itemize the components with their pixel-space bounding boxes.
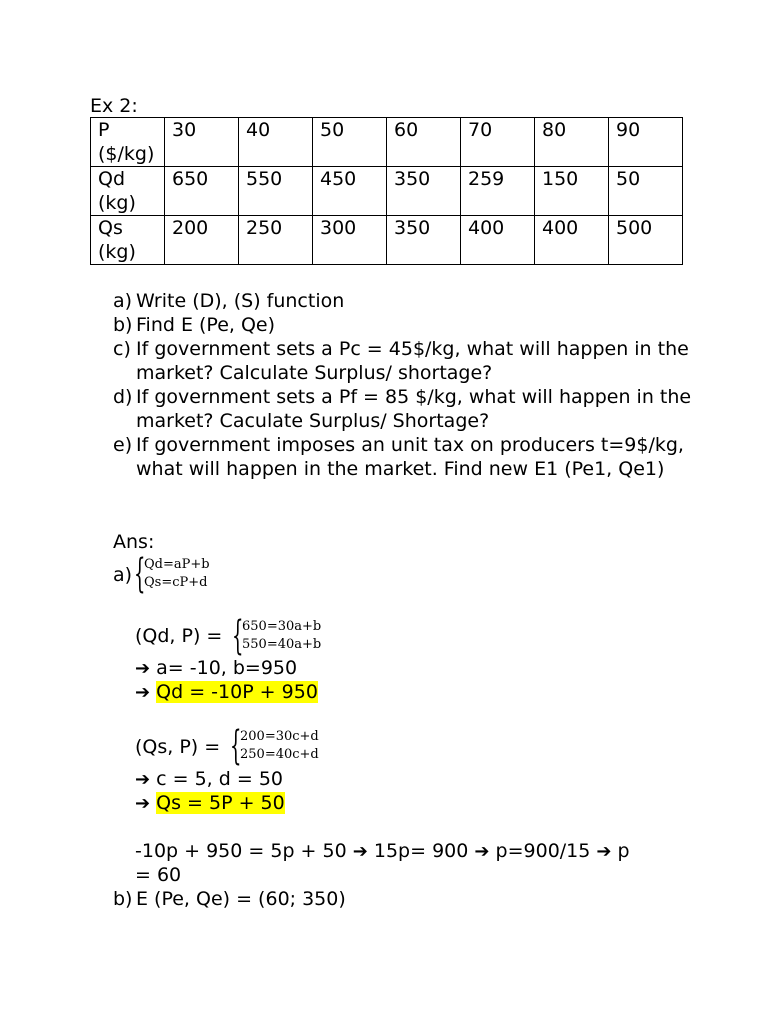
left-brace-icon: { bbox=[232, 613, 244, 659]
table-cell: 500 bbox=[609, 216, 683, 265]
equilibrium-step: -10p + 950 = 5p + 50 bbox=[135, 840, 347, 862]
general-system bbox=[134, 551, 210, 597]
question-letter: a) bbox=[113, 290, 133, 312]
question-text: If government sets a Pf = 85 $/kg, what will happen in the market? Caculate Surplus/ Shortage? bbox=[136, 386, 692, 432]
table-row bbox=[91, 216, 683, 265]
row-header-cell: Qd (kg) bbox=[91, 167, 165, 216]
table-cell: 400 bbox=[461, 216, 535, 265]
question-c bbox=[113, 337, 693, 385]
table-cell: 259 bbox=[461, 167, 535, 216]
table-cell: 150 bbox=[535, 167, 609, 216]
table-row bbox=[91, 167, 683, 216]
system-equation: 650=30a+b bbox=[242, 619, 322, 634]
qd-function-line bbox=[135, 680, 318, 705]
exercise-title: Ex 2: bbox=[90, 95, 138, 117]
equilibrium-step: p bbox=[617, 840, 630, 862]
question-a bbox=[113, 289, 693, 313]
qd-system bbox=[232, 613, 322, 659]
row-header-cell: Qs (kg) bbox=[91, 216, 165, 265]
question-text: Find E (Pe, Qe) bbox=[136, 314, 276, 336]
qs-result-line bbox=[135, 767, 283, 792]
equilibrium-step: p=900/15 bbox=[495, 840, 591, 862]
qd-system-lhs: (Qd, P) = bbox=[135, 625, 223, 647]
question-letter: d) bbox=[113, 386, 133, 408]
question-letter: e) bbox=[113, 434, 133, 456]
row-header-cell: P ($/kg) bbox=[91, 118, 165, 167]
arrow-right-icon: ➔ bbox=[135, 682, 151, 703]
table-cell: 550 bbox=[239, 167, 313, 216]
arrow-right-icon: ➔ bbox=[135, 769, 151, 790]
table-cell: 90 bbox=[609, 118, 683, 167]
arrow-right-icon: ➔ bbox=[474, 841, 490, 862]
table-cell: 400 bbox=[535, 216, 609, 265]
table-cell: 450 bbox=[313, 167, 387, 216]
qd-coefficients: a= -10, b=950 bbox=[156, 657, 298, 679]
equilibrium-derivation bbox=[135, 839, 630, 864]
price-quantity-table bbox=[90, 117, 683, 265]
qs-function-highlight: Qs = 5P + 50 bbox=[156, 792, 285, 814]
question-list bbox=[113, 289, 693, 481]
question-letter: c) bbox=[113, 338, 131, 360]
table-cell: 50 bbox=[609, 167, 683, 216]
qs-system bbox=[230, 723, 319, 769]
answer-b-label: b) bbox=[113, 888, 133, 910]
question-letter: b) bbox=[113, 314, 133, 336]
table-cell: 300 bbox=[313, 216, 387, 265]
answer-b-text: E (Pe, Qe) = (60; 350) bbox=[136, 888, 346, 910]
qs-system-lhs: (Qs, P) = bbox=[135, 736, 221, 758]
question-text: If government imposes an unit tax on producers t=9$/kg, what will happen in the market. Find new E1 (Pe1, Qe1) bbox=[136, 434, 684, 480]
system-equation: 550=40a+b bbox=[242, 637, 322, 652]
question-e bbox=[113, 433, 693, 481]
table-cell: 200 bbox=[165, 216, 239, 265]
system-equation: Qs=cP+d bbox=[144, 575, 208, 590]
qd-function-highlight: Qd = -10P + 950 bbox=[156, 681, 318, 703]
arrow-right-icon: ➔ bbox=[352, 841, 368, 862]
equilibrium-tail: = 60 bbox=[135, 864, 182, 886]
table-cell: 350 bbox=[387, 216, 461, 265]
table-cell: 30 bbox=[165, 118, 239, 167]
table-cell: 250 bbox=[239, 216, 313, 265]
left-brace-icon: { bbox=[230, 723, 242, 769]
question-d bbox=[113, 385, 693, 433]
answers-heading: Ans: bbox=[113, 531, 155, 553]
question-text: Write (D), (S) function bbox=[136, 290, 345, 312]
table-cell: 50 bbox=[313, 118, 387, 167]
table-cell: 350 bbox=[387, 167, 461, 216]
arrow-right-icon: ➔ bbox=[135, 793, 151, 814]
arrow-right-icon: ➔ bbox=[135, 658, 151, 679]
table-cell: 80 bbox=[535, 118, 609, 167]
system-equation: Qd=aP+b bbox=[144, 557, 210, 572]
table-cell: 650 bbox=[165, 167, 239, 216]
table-row bbox=[91, 118, 683, 167]
system-equation: 250=40c+d bbox=[240, 747, 319, 762]
table-cell: 40 bbox=[239, 118, 313, 167]
left-brace-icon: { bbox=[134, 551, 146, 597]
qs-function-line bbox=[135, 791, 285, 816]
qd-result-line bbox=[135, 656, 297, 681]
table-cell: 60 bbox=[387, 118, 461, 167]
table-cell: 70 bbox=[461, 118, 535, 167]
qs-coefficients: c = 5, d = 50 bbox=[156, 768, 283, 790]
question-text: If government sets a Pc = 45$/kg, what will happen in the market? Calculate Surplus/ shortage? bbox=[136, 338, 689, 384]
system-equation: 200=30c+d bbox=[240, 729, 319, 744]
arrow-right-icon: ➔ bbox=[596, 841, 612, 862]
equilibrium-step: 15p= 900 bbox=[373, 840, 469, 862]
answer-a-label: a) bbox=[113, 564, 133, 586]
question-b bbox=[113, 313, 693, 337]
